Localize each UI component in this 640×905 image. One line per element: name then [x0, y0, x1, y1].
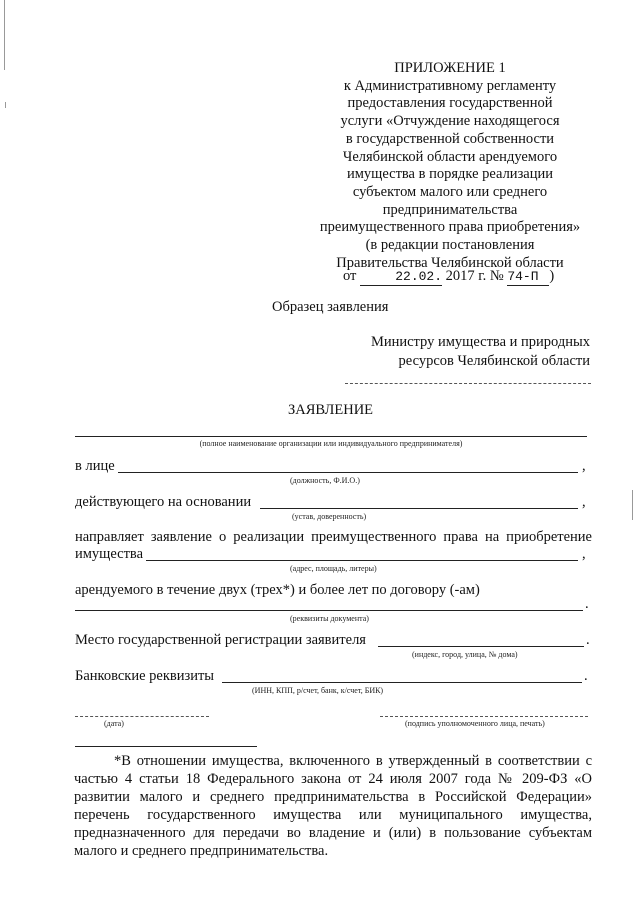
- appendix-line: имущества в порядке реализации: [346, 166, 554, 183]
- sample-label: Образец заявления: [272, 299, 389, 315]
- date-field: [360, 268, 442, 286]
- lease-document-caption: (реквизиты документа): [290, 614, 369, 623]
- appendix-line: к Административному регламенту: [343, 77, 557, 94]
- leased-text: арендуемого в течение двух (трех*) и более лет по договору (-ам): [75, 582, 480, 598]
- property-caption: (адрес, площадь, литеры): [290, 564, 377, 573]
- number-field: [507, 268, 549, 286]
- appendix-line: субъектом малого или среднего: [352, 183, 548, 200]
- footnote-separator: [75, 746, 257, 747]
- organization-caption: (полное наименование организации или индивидуального предпринимателя): [199, 439, 463, 448]
- registration-caption: (индекс, город, улица, № дома): [412, 650, 518, 659]
- period: .: [584, 668, 588, 684]
- number-value: 74-П: [507, 269, 539, 284]
- appendix-line: предпринимательства: [382, 201, 518, 218]
- recipient-block: [350, 333, 590, 371]
- footnote: [74, 752, 592, 860]
- sends-statement-text: направляет заявление о реализации преимущественного права на приобретение: [75, 529, 592, 545]
- acting-basis-caption: (устав, доверенность): [292, 512, 367, 521]
- acting-basis-label: действующего на основании: [75, 494, 252, 510]
- signature-caption: (подпись уполномоченного лица, печать): [405, 719, 545, 728]
- in-person-caption: (должность, Ф.И.О.): [290, 476, 360, 485]
- appendix-block: [300, 60, 600, 272]
- bank-label: Банковские реквизиты: [75, 668, 215, 684]
- footnote-text: *В отношении имущества, включенного в утвержденный в соответствии с частью 4 статьи 18 Федерального закона от 24 июля 2007 года № 209-ФЗ «О развитии малого и среднего предпринимательства в Российской Федерации» перечень государственного имущества или муниципального имущества, предназначенного для передачи во владение и (или) в пользование субъектам малого и среднего предпринимательства.: [74, 753, 592, 859]
- acting-basis-field[interactable]: [260, 508, 578, 509]
- organization-field[interactable]: [75, 436, 587, 437]
- date-value: 22.02.: [395, 269, 443, 284]
- appendix-line: предоставления государственной: [347, 95, 553, 112]
- comma: ,: [582, 494, 586, 510]
- recipient-line: ресурсов Челябинской области: [398, 353, 590, 369]
- year-text: 2017 г. №: [445, 268, 504, 284]
- recipient-signature-line: [345, 383, 591, 384]
- in-person-label: в лице: [75, 458, 115, 474]
- appendix-title: ПРИЛОЖЕНИЕ 1: [394, 60, 506, 76]
- property-label: имущества: [75, 546, 144, 562]
- registration-label: Место государственной регистрации заявителя: [75, 632, 366, 648]
- appendix-line: преимущественного права приобретения»: [319, 219, 581, 236]
- date-field[interactable]: [75, 716, 209, 717]
- signature-field[interactable]: [380, 716, 588, 717]
- bank-caption: (ИНН, КПП, р/счет, банк, к/счет, БИК): [252, 686, 384, 695]
- appendix-line: (в редакции постановления: [365, 237, 535, 254]
- date-caption: (дата): [104, 719, 124, 728]
- appendix-line: услуги «Отчуждение находящегося: [340, 113, 560, 130]
- in-person-field[interactable]: [118, 472, 578, 473]
- appendix-line: в государственной собственности: [345, 130, 555, 147]
- bank-field[interactable]: [222, 682, 582, 683]
- recipient-line: Министру имущества и природных: [370, 334, 590, 350]
- date-prefix: от: [343, 268, 357, 284]
- appendix-line: Челябинской области арендуемого: [342, 148, 558, 165]
- registration-field[interactable]: [378, 646, 584, 647]
- scan-edge-mark: [5, 102, 6, 108]
- scan-edge-mark: [4, 0, 5, 70]
- close-paren: ): [549, 268, 555, 284]
- comma: ,: [582, 458, 586, 474]
- lease-document-field[interactable]: [75, 610, 583, 611]
- property-field[interactable]: [146, 560, 578, 561]
- appendix-date-line: [343, 268, 554, 286]
- period: .: [586, 632, 590, 648]
- scan-edge-mark: [632, 490, 633, 520]
- period: .: [585, 596, 589, 612]
- statement-heading: ЗАЯВЛЕНИЕ: [288, 402, 374, 418]
- appendix-line: Правительства Челябинской области: [336, 254, 564, 271]
- comma: ,: [582, 546, 586, 562]
